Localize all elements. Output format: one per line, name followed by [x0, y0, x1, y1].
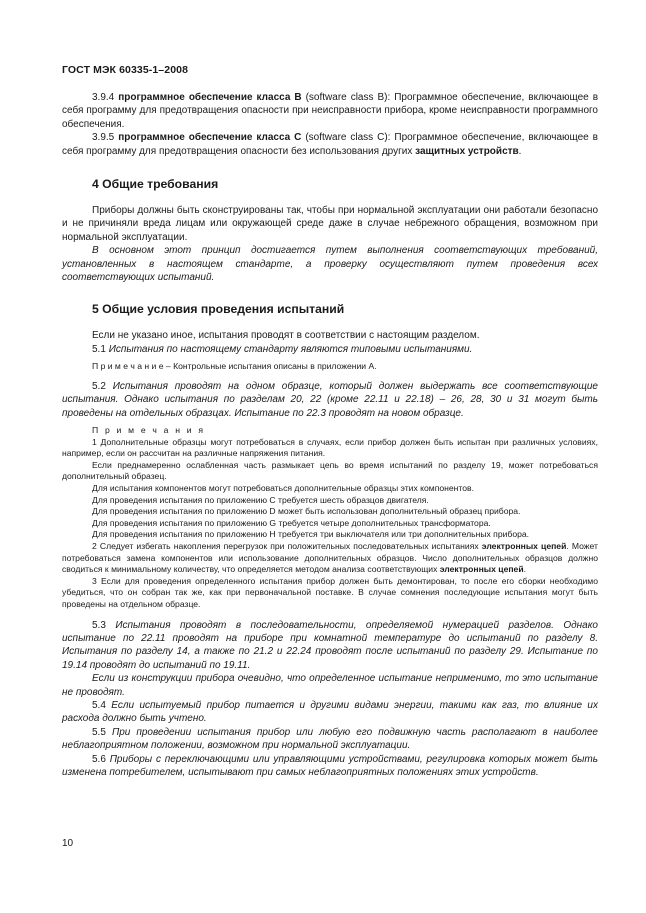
section-4-heading: 4 Общие требования [92, 177, 219, 192]
clause-text: При проведении испытания прибор или любую его подвижную часть располагают в наиболее неблагоприятном положении, возможном при нормальной эксплуатации. [62, 726, 598, 752]
clause-5-4 [62, 699, 598, 726]
note-text: . Может потребоваться замена компонентов или использование дополнительных образцов. Число дополнительных образцов должно сводиться к минимальному количеству, что определяется методом анализа соответствующих [62, 541, 598, 575]
clause-5-3 [62, 619, 598, 673]
clause-number: 5.1 [92, 343, 109, 355]
clause-5-5 [62, 726, 598, 753]
defined-term: электронных цепей [481, 541, 567, 552]
clause-text: Приборы с переключающими или управляющими устройствами, регулировка которых может быть изменена потребителем, испытывают при самых неблагоприятных положениях этих устройств. [62, 753, 598, 779]
clause-5-3-continued: Если из конструкции прибора очевидно, что определенное испытание неприменимо, то это испытание не проводят. [62, 673, 598, 698]
clause-text: Если испытуемый прибор питается и другими видами энергии, такими как газ, то влияние их расхода должно быть учтено. [62, 700, 598, 725]
note-text-end: . [523, 564, 527, 575]
clause-number: 5.4 [92, 700, 112, 712]
section-4-italic-paragraph: В основном этот принцип достигается путем выполнения соответствующих требований, установленных в настоящем стандарте, а проверку осуществляют путем проведения всех соответствующих испытаний. [62, 245, 598, 284]
notes-heading: П р и м е ч а н и я [92, 425, 206, 436]
note-text: 2 Следует избегать накопления перегрузок при положительных последовательных испытаниях [92, 541, 482, 552]
note-label: П р и м е ч а н и е [92, 361, 164, 372]
note-1-line: Если преднамеренно ослабленная часть размыкает цепь во время испытаний по разделу 19, может потребоваться дополнительный образец. [62, 459, 598, 482]
clause-number: 5.3 [92, 619, 116, 631]
note-5-1 [62, 361, 598, 373]
clause-text: (software class С): Программное обеспечение, включающее в себя программу для предотвращения опасности без использования других [62, 132, 598, 157]
defined-term: программное обеспечение класса В [118, 92, 302, 103]
clause-text: Испытания проводят на одном образце, который должен выдержать все соответствующие испытания. Однако испытания по разделам 20, 22 (кроме 22.11 и 22.18) – 26, 28, 30 и 31 могут быть проведены на отдельных образцах. Испытание по 22.3 проводят на новом образце. [62, 380, 598, 419]
clause-text-end: . [518, 145, 522, 157]
clause-number: 5.5 [92, 726, 112, 738]
clause-number: 5.2 [92, 380, 113, 392]
note-3: 3 Если для проведения определенного испытания прибор должен быть демонтирован, то после его сборки необходимо убедиться, что он собран так же, как при первоначальной поставке. В случае сомнения последующие испытания могут быть проведены на отдельном образце. [62, 575, 598, 609]
note-2 [62, 541, 598, 576]
section-5-heading: 5 Общие условия проведения испытаний [92, 302, 345, 317]
defined-term: программное обеспечение класса С [118, 132, 302, 144]
clause-number: 5.6 [92, 753, 110, 765]
clause-number: 3.9.5 [92, 132, 119, 144]
page-content [62, 91, 598, 779]
note-1-line: Для проведения испытания по приложению D может быть использован дополнительный образец прибора. [92, 506, 521, 517]
note-text: – Контрольные испытания описаны в приложении А. [163, 361, 377, 372]
page-number: 10 [62, 838, 74, 849]
clause-text: Испытания по настоящему стандарту являются типовыми испытаниями. [108, 343, 473, 355]
notes-label [62, 425, 598, 437]
defined-term: электронных цепей [439, 564, 524, 575]
note-1-line: Для испытания компонентов могут потребоваться дополнительные образцы этих компонентов. [92, 483, 474, 494]
clause-3-9-4 [62, 91, 598, 131]
clause-3-9-5 [62, 131, 598, 158]
page-header-standard-title: ГОСТ МЭК 60335-1–2008 [62, 64, 189, 76]
note-1-line: Для проведения испытания по приложению Н требуется три выключателя или три дополнительных прибора. [92, 529, 530, 540]
note-1-line: 1 Дополнительные образцы могут потребоваться в случаях, если прибор должен быть испытан при различных условиях, например, если он рассчитан на различные напряжения питания. [62, 436, 598, 459]
defined-term: защитных устройств [415, 145, 519, 157]
section-4-paragraph: Приборы должны быть сконструированы так, чтобы при нормальной эксплуатации они работали безопасно и не причиняли вреда лицам или окружающей среде даже в случае небрежного обращения, возможном при нормальной эксплуатации. [62, 205, 598, 243]
clause-text: (software class B): Программное обеспечение, включающее в себя программу для предотвращения опасности при неисправности прибора, кроме неисправности программного обеспечения. [62, 92, 599, 130]
clause-5-1 [62, 343, 598, 356]
clause-5-6 [62, 753, 598, 780]
section-5-intro: Если не указано иное, испытания проводят в соответствии с настоящим разделом. [92, 330, 480, 342]
note-1-line: Для проведения испытания по приложению С требуется шесть образцов двигателя. [92, 494, 429, 505]
clause-5-2 [62, 380, 598, 420]
clause-text: Испытания проводят в последовательности, определяемой нумерацией разделов. Однако испытание по 22.11 проводят на приборе при комнатной температуре до испытаний по разделу 8. Испытания по разделу 14, а также по 21.2 и 22.24 проводят после испытаний по разделу 29. Испытание по 19.14 проводят до испытаний по 19.11. [62, 619, 598, 671]
note-1-line: Для проведения испытания по приложению G требуется четыре дополнительных трансформатора. [92, 517, 491, 528]
clause-number: 3.9.4 [92, 92, 119, 103]
